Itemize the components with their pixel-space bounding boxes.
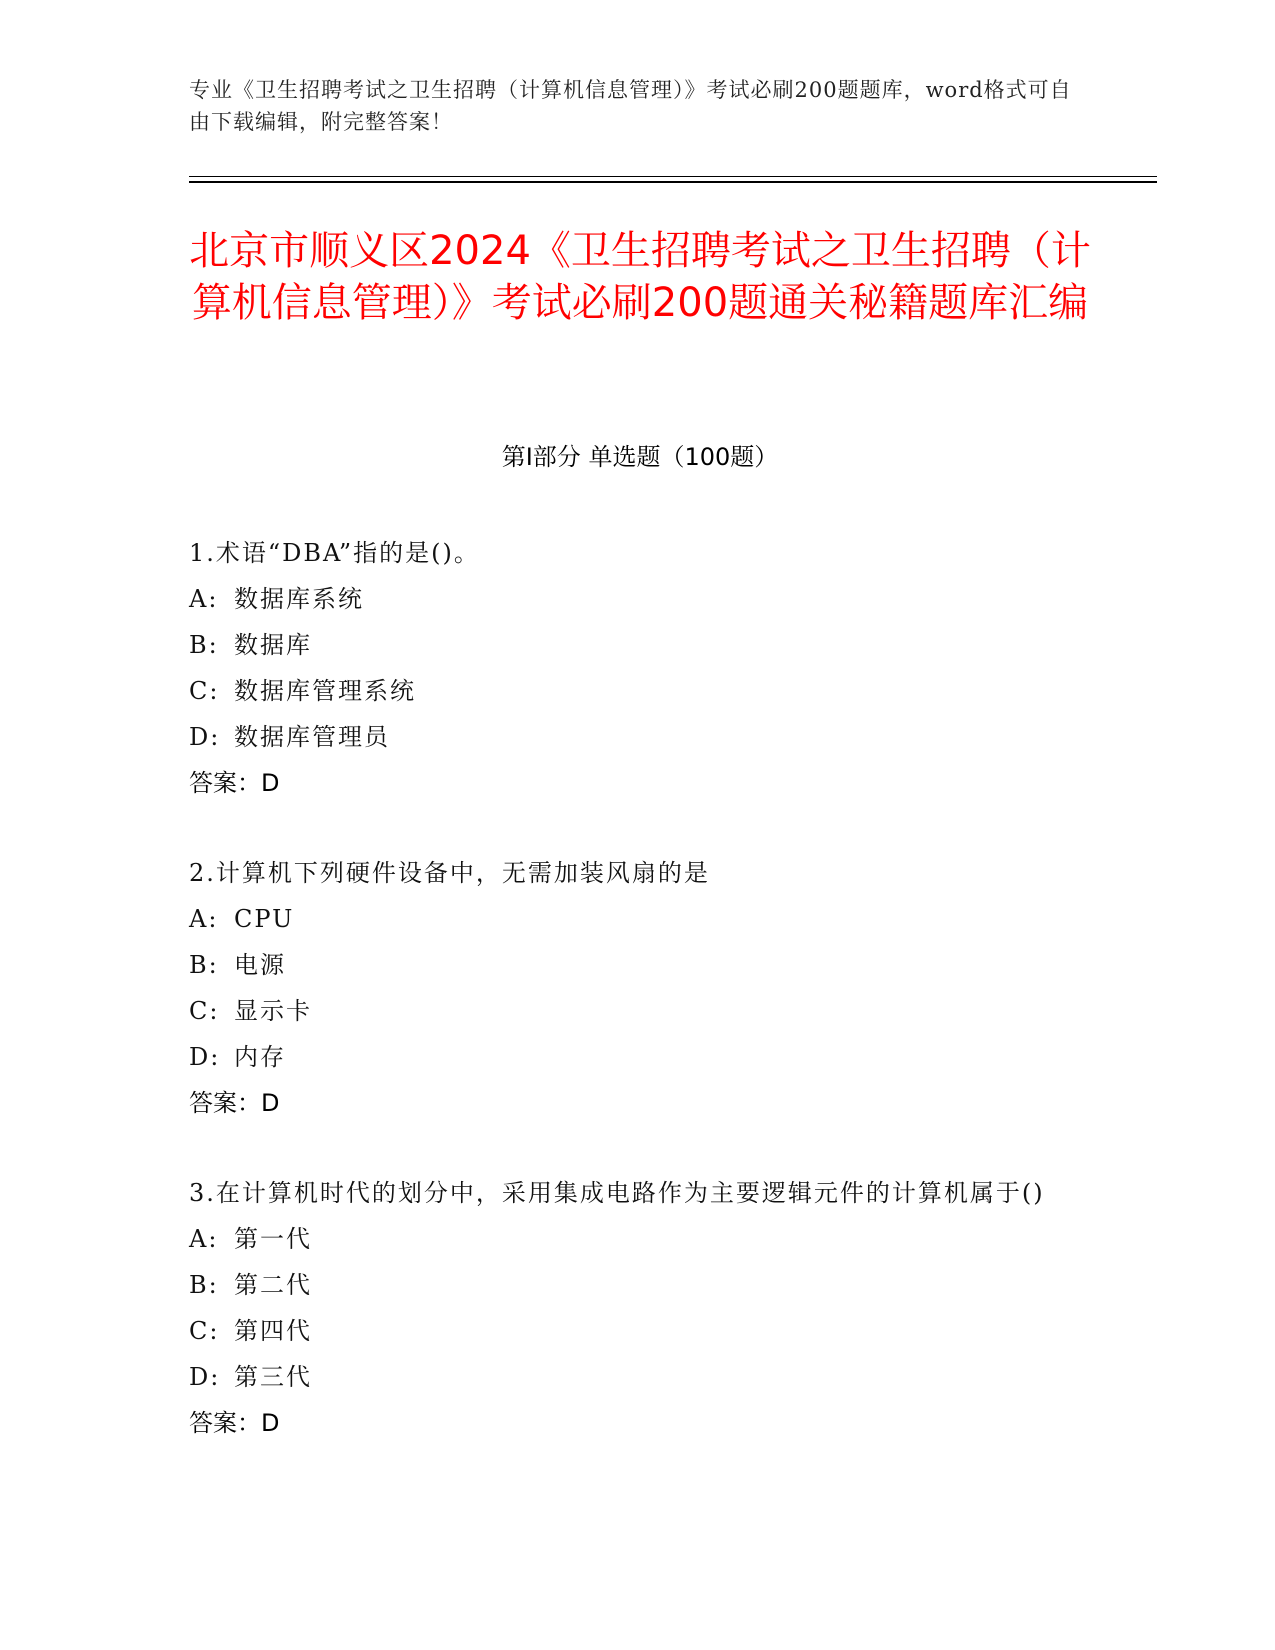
header-note: 专业《卫生招聘考试之卫生招聘（计算机信息管理）》考试必刷200题题库，word格式可自由下载编辑，附完整答案！ — [189, 78, 1072, 134]
option-c — [189, 988, 1089, 1034]
question-stem: 2.计算机下列硬件设备中，无需加装风扇的是 — [189, 859, 710, 887]
option-d — [189, 1354, 1089, 1400]
option-d — [189, 714, 1089, 760]
answer-label: 答案： — [189, 1409, 261, 1437]
answer-value: D — [261, 1089, 280, 1117]
question-1 — [189, 530, 1089, 806]
option-letter: B: — [189, 631, 219, 659]
option-a — [189, 576, 1089, 622]
option-c — [189, 668, 1089, 714]
option-letter: A: — [189, 585, 219, 613]
option-c — [189, 1308, 1089, 1354]
option-letter: D: — [189, 1363, 221, 1391]
question-list — [189, 530, 1089, 1490]
document-title: 北京市顺义区2024《卫生招聘考试之卫生招聘（计算机信息管理）》考试必刷200题通关秘籍题库汇编 — [189, 228, 1091, 326]
option-b — [189, 622, 1089, 668]
answer-line — [189, 1080, 1089, 1126]
option-letter: B: — [189, 951, 219, 979]
answer-value: D — [261, 1409, 280, 1437]
option-b — [189, 1262, 1089, 1308]
option-text: 第一代 — [234, 1225, 312, 1253]
option-text: 内存 — [234, 1043, 286, 1071]
answer-line — [189, 1400, 1089, 1446]
option-a — [189, 896, 1089, 942]
answer-label: 答案： — [189, 1089, 261, 1117]
option-letter: D: — [189, 1043, 221, 1071]
header-divider-thin — [189, 176, 1157, 177]
option-letter: C: — [189, 677, 220, 705]
option-letter: A: — [189, 1225, 219, 1253]
answer-line — [189, 760, 1089, 806]
option-text: CPU — [234, 905, 295, 933]
option-text: 电源 — [234, 951, 286, 979]
option-letter: B: — [189, 1271, 219, 1299]
option-b — [189, 942, 1089, 988]
option-letter: C: — [189, 1317, 220, 1345]
option-d — [189, 1034, 1089, 1080]
option-letter: D: — [189, 723, 221, 751]
answer-label: 答案： — [189, 769, 261, 797]
option-text: 数据库管理员 — [234, 723, 390, 751]
question-stem: 1.术语“DBA”指的是()。 — [189, 539, 480, 567]
header-divider-thick — [189, 181, 1157, 183]
option-text: 第三代 — [234, 1363, 312, 1391]
option-text: 第四代 — [234, 1317, 312, 1345]
section-heading: 第Ⅰ部分 单选题（100题） — [501, 443, 779, 471]
question-3 — [189, 1170, 1089, 1446]
option-text: 数据库管理系统 — [234, 677, 416, 705]
question-2 — [189, 850, 1089, 1126]
option-letter: A: — [189, 905, 219, 933]
option-a — [189, 1216, 1089, 1262]
option-text: 数据库系统 — [234, 585, 364, 613]
option-text: 第二代 — [234, 1271, 312, 1299]
option-letter: C: — [189, 997, 220, 1025]
question-stem: 3.在计算机时代的划分中，采用集成电路作为主要逻辑元件的计算机属于() — [189, 1179, 1045, 1207]
option-text: 显示卡 — [234, 997, 312, 1025]
option-text: 数据库 — [234, 631, 312, 659]
answer-value: D — [261, 769, 280, 797]
